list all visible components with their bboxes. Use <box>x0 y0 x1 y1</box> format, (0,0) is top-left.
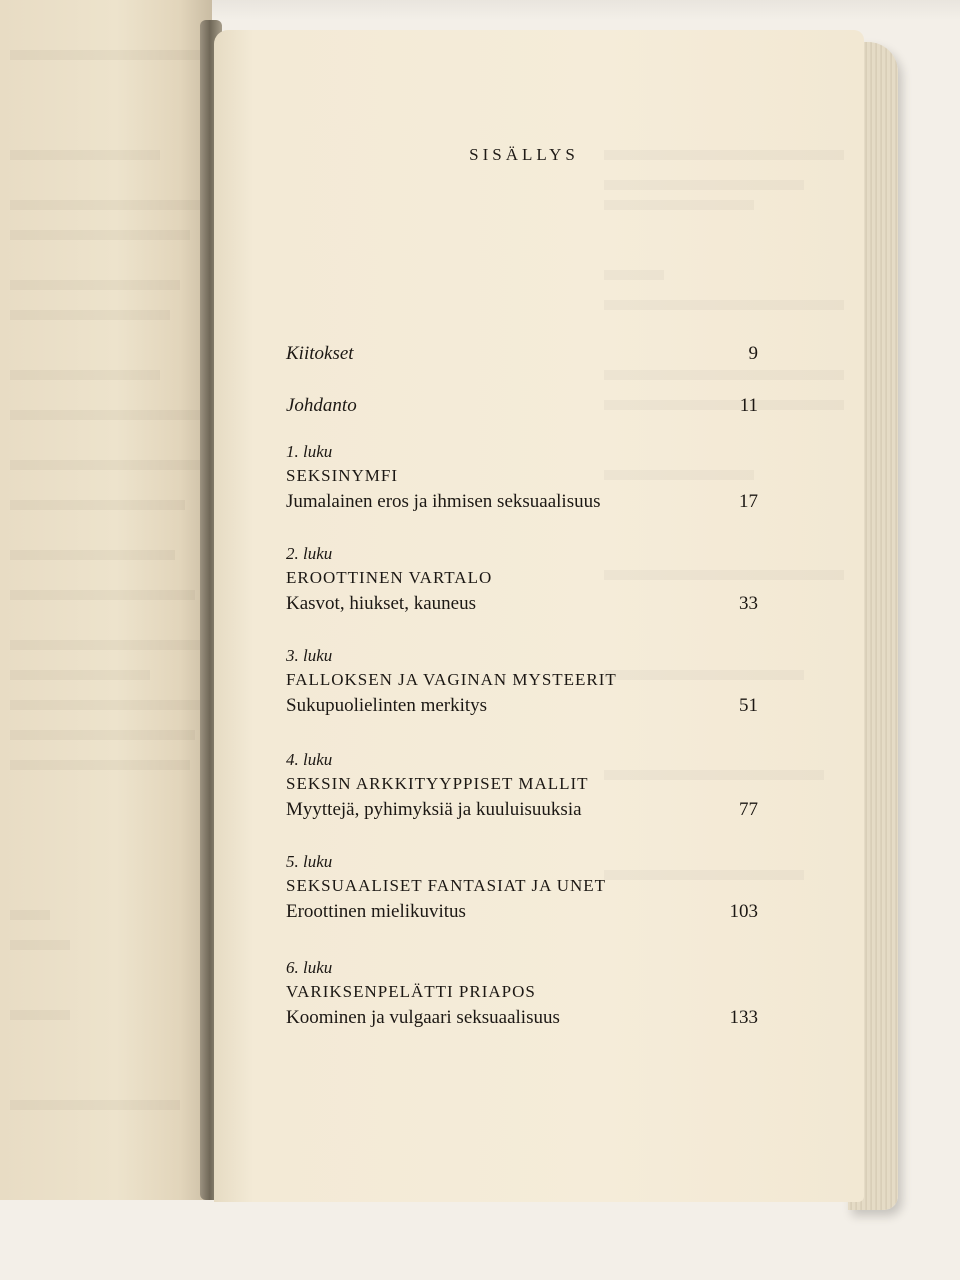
toc-chapter-4 <box>286 748 758 824</box>
chapter-subtitle: Koominen ja vulgaari seksuaalisuus <box>286 1007 560 1028</box>
toc-chapter-6 <box>286 956 758 1032</box>
toc-page-number: 133 <box>729 1007 758 1028</box>
toc-entry-title: Johdanto <box>286 395 357 416</box>
chapter-title: SEKSINYMFI <box>286 466 399 485</box>
chapter-title: FALLOKSEN JA VAGINAN MYSTEERIT <box>286 670 617 689</box>
toc-entry-title: Kiitokset <box>286 343 354 364</box>
toc-page-number: 103 <box>729 901 758 922</box>
chapter-title: VARIKSENPELÄTTI PRIAPOS <box>286 982 536 1001</box>
right-page <box>214 30 864 1202</box>
chapter-label: 2. luku <box>286 544 333 563</box>
toc-chapter-3 <box>286 644 758 720</box>
chapter-title: SEKSUAALISET FANTASIAT JA UNET <box>286 876 607 895</box>
chapter-subtitle: Sukupuolielinten merkitys <box>286 695 488 716</box>
chapter-subtitle: Eroottinen mielikuvitus <box>286 901 466 922</box>
chapter-title: SEKSIN ARKKITYYPPISET MALLIT <box>286 774 589 793</box>
chapter-subtitle: Myyttejä, pyhimyksiä ja kuuluisuuksia <box>286 799 582 820</box>
toc-chapter-1 <box>286 440 758 516</box>
toc-page-number: 51 <box>739 695 758 716</box>
toc-chapter-2 <box>286 542 758 618</box>
chapter-label: 6. luku <box>286 958 333 977</box>
chapter-subtitle: Jumalainen eros ja ihmisen seksuaalisuus <box>286 491 601 512</box>
chapter-label: 5. luku <box>286 852 333 871</box>
chapter-label: 4. luku <box>286 750 333 769</box>
toc-page-number: 9 <box>748 343 758 364</box>
toc-page-number: 33 <box>739 593 758 614</box>
chapter-title: EROOTTINEN VARTALO <box>286 568 493 587</box>
toc-entry-acknowledgements <box>286 340 758 368</box>
toc-page-number: 11 <box>739 395 758 416</box>
toc-chapter-5 <box>286 850 758 926</box>
toc-entry-introduction <box>286 392 758 420</box>
toc-page-number: 17 <box>739 491 758 512</box>
chapter-subtitle: Kasvot, hiukset, kauneus <box>286 593 476 614</box>
page-title: SISÄLLYS <box>469 145 579 164</box>
chapter-label: 1. luku <box>286 442 333 461</box>
left-page-show-through <box>0 0 212 1200</box>
toc-page-number: 77 <box>739 799 758 820</box>
chapter-label: 3. luku <box>286 646 333 665</box>
left-page <box>0 0 212 1200</box>
